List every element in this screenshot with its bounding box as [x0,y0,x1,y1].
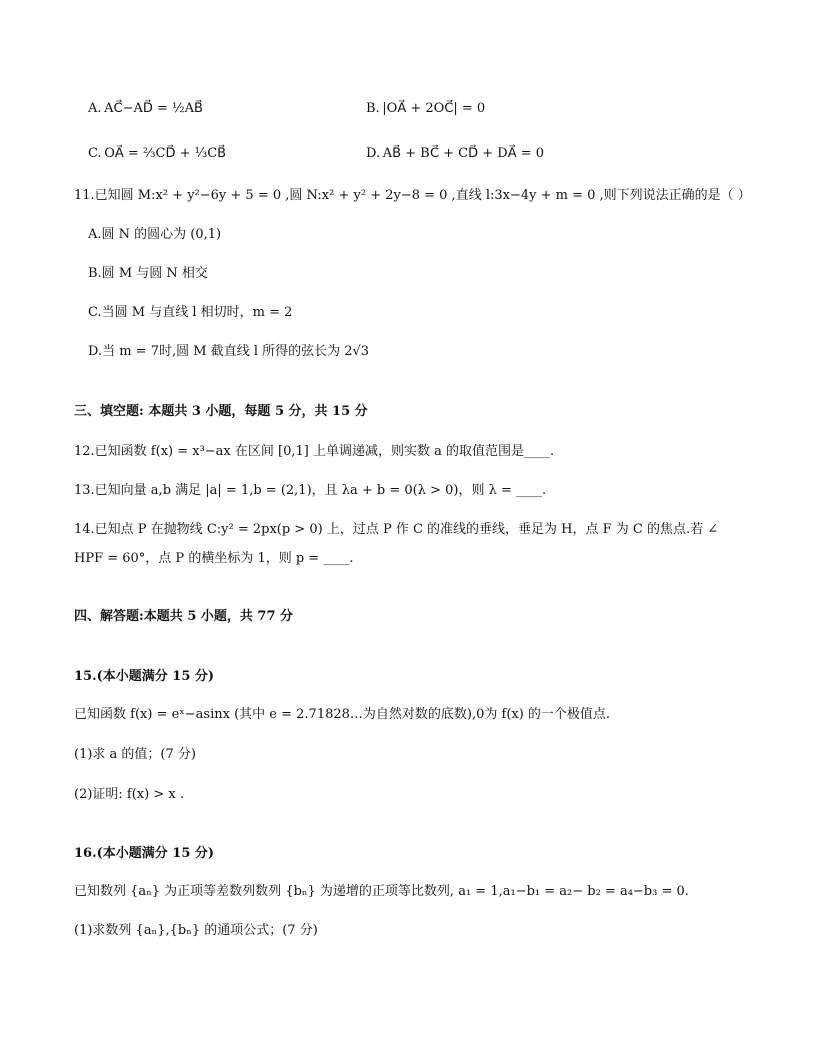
question-14-line-1: 14.已知点 P 在抛物线 C:y² = 2px(p > 0) 上，过点 P 作 C 的准线的垂线，垂足为 H，点 F 为 C 的焦点.若 ∠ [74,522,719,537]
option-10-b: B. |OA⃗ + 2OC⃗| = 0 [366,101,486,116]
option-11-d: D.当 m = 7时,圆 M 截直线 l 所得的弦长为 2√3 [88,344,370,359]
option-10-a: A. AC⃗−AD⃗ = ½AB⃗ [88,101,203,116]
question-14-line-2: HPF = 60°，点 P 的横坐标为 1，则 p = ____. [74,551,354,566]
option-11-c: C.当圆 M 与直线 l 相切时，m = 2 [88,305,293,320]
question-12: 12.已知函数 f(x) = x³−ax 在区间 [0,1] 上单调递减，则实数 a 的取值范围是____. [74,444,555,459]
question-16-stem: 已知数列 {aₙ} 为正项等差数列数列 {bₙ} 为递增的正项等比数列, a₁ = 1,a₁−b₁ = a₂− b₂ = a₄−b₃ = 0. [74,884,689,899]
question-15-title: 15.(本小题满分 15 分) [74,669,215,684]
question-16-part-1: (1)求数列 {aₙ},{bₙ} 的通项公式；(7 分) [74,923,318,938]
question-11-stem: 11.已知圆 M:x² + y²−6y + 5 = 0 ,圆 N:x² + y² + 2y−8 = 0 ,直线 l:3x−4y + m = 0 ,则下列说法正确的是（ ） [74,188,751,203]
section-heading-answer: 四、解答题:本题共 5 小题，共 77 分 [74,609,294,624]
question-16-title: 16.(本小题满分 15 分) [74,846,215,861]
option-11-a: A.圆 N 的圆心为 (0,1) [88,227,222,242]
section-heading-fill-in: 三、填空题: 本题共 3 小题，每题 5 分，共 15 分 [74,404,368,419]
question-15-part-1: (1)求 a 的值；(7 分) [74,747,196,762]
option-11-b: B.圆 M 与圆 N 相交 [88,266,208,281]
option-10-d: D. AB⃗ + BC⃗ + CD⃗ + DA⃗ = 0 [366,146,545,161]
question-15-part-2: (2)证明: f(x) > x . [74,787,184,802]
option-10-c: C. OA⃗ = ⅔CD⃗ + ⅓CB⃗ [88,146,227,161]
question-15-stem: 已知函数 f(x) = eˣ−asinx (其中 e = 2.71828…为自然对数的底数),0为 f(x) 的一个极值点. [74,707,611,722]
question-13: 13.已知向量 a,b 满足 |a| = 1,b = (2,1)，且 λa + b = 0(λ > 0)，则 λ = ____. [74,483,547,498]
